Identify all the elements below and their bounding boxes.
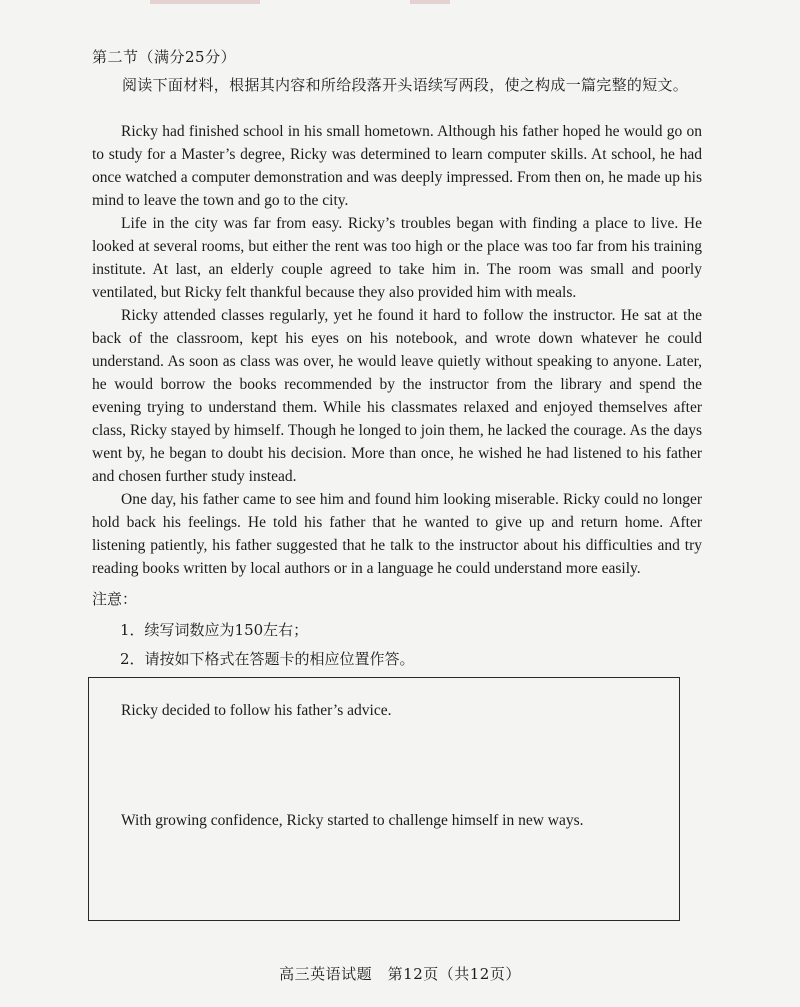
passage-paragraph: Ricky had finished school in his small hometown. Although his father hoped he would go on to study for a Master’s degree, Ricky was determined to learn computer skills. At school, he had once watched a computer demonstration and was deeply impressed. From then on, he made up his mind to leave the town and go to the city. bbox=[92, 123, 702, 209]
passage-paragraph: Life in the city was far from easy. Ricky’s troubles began with finding a place to live. He looked at several rooms, but either the rent was too high or the place was too far from his training institute. At last, an elderly couple agreed to take him in. The room was small and poorly ventilated, but Ricky felt thankful because they also provided him with meals. bbox=[92, 215, 702, 301]
paragraph-starter-1: Ricky decided to follow his father’s advice. bbox=[121, 702, 392, 719]
passage-paragraph: One day, his father came to see him and found him looking miserable. Ricky could no longer hold back his feelings. He told his father that he wanted to give up and return home. After listening patiently, his father suggested that he talk to the instructor about his difficulties and try reading books written by local authors or in a language he could understand more easily. bbox=[92, 491, 702, 577]
reading-passage bbox=[92, 120, 702, 580]
section-title: 第二节（满分25分） bbox=[92, 48, 237, 66]
page-footer: 高三英语试题 第12页（共12页） bbox=[279, 965, 521, 983]
notes-section bbox=[92, 588, 415, 677]
notes-title: 注意： bbox=[92, 590, 138, 608]
passage-paragraph: Ricky attended classes regularly, yet he found it hard to follow the instructor. He sat at the back of the classroom, kept his eyes on his notebook, and wrote down whatever he could understand. As soon as class was over, he would leave quietly without speaking to anyone. Later, he would borrow the books recommended by the instructor from the library and spend the evening trying to understand them. While his classmates relaxed and enjoyed themselves after class, Ricky stayed by himself. Though he longed to join them, he lacked the courage. As the days went by, he began to doubt his decision. More than once, he wished he had listened to his father and chosen further study instead. bbox=[92, 307, 702, 485]
note-item: 2．请按如下格式在答题卡的相应位置作答。 bbox=[120, 650, 415, 668]
paragraph-starter-2: With growing confidence, Ricky started to challenge himself in new ways. bbox=[121, 812, 584, 829]
note-item: 1．续写词数应为150左右； bbox=[120, 621, 309, 639]
answer-box[interactable] bbox=[88, 677, 680, 921]
instruction-text: 阅读下面材料，根据其内容和所给段落开头语续写两段，使之构成一篇完整的短文。 bbox=[122, 76, 689, 94]
scan-artifact-marks bbox=[140, 0, 660, 8]
